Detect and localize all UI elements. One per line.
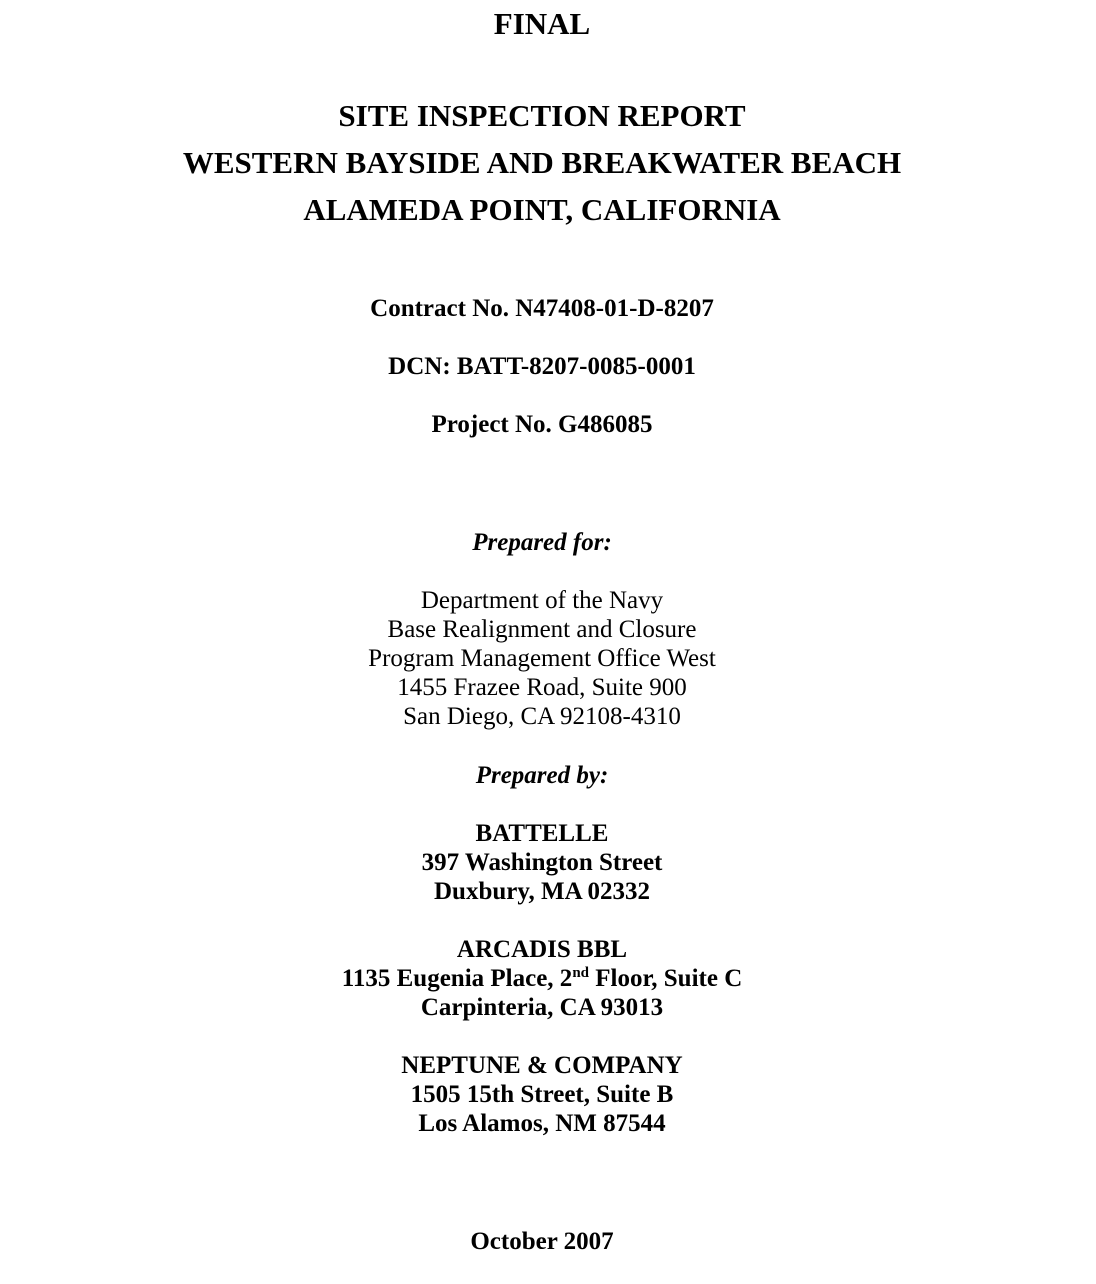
report-date: October 2007 xyxy=(470,1228,614,1255)
battelle-name: BATTELLE xyxy=(475,820,609,847)
report-title-line-3: ALAMEDA POINT, CALIFORNIA xyxy=(303,192,781,227)
dcn-number: DCN: BATT-8207-0085-0001 xyxy=(388,353,696,380)
project-number: Project No. G486085 xyxy=(431,411,653,438)
neptune-address-line-1: 1505 15th Street, Suite B xyxy=(410,1081,674,1108)
arcadis-name: ARCADIS BBL xyxy=(456,936,628,963)
prepared-by-heading: Prepared by: xyxy=(475,762,609,789)
arcadis-address-line-2: Carpinteria, CA 93013 xyxy=(420,994,664,1021)
prepared-for-heading: Prepared for: xyxy=(472,529,612,556)
neptune-name: NEPTUNE & COMPANY xyxy=(401,1052,683,1079)
prepared-for-line: Department of the Navy xyxy=(420,587,664,614)
document-status: FINAL xyxy=(493,6,591,41)
prepared-for-line: Base Realignment and Closure xyxy=(387,616,697,643)
arcadis-address-floor: Floor, Suite C xyxy=(589,965,743,992)
prepared-for-line: 1455 Frazee Road, Suite 900 xyxy=(397,674,687,701)
arcadis-address-street: 1135 Eugenia Place, 2 xyxy=(341,965,573,992)
prepared-for-line: San Diego, CA 92108-4310 xyxy=(403,703,681,730)
battelle-address-line-2: Duxbury, MA 02332 xyxy=(433,878,650,905)
neptune-address-line-2: Los Alamos, NM 87544 xyxy=(418,1110,666,1137)
contract-number: Contract No. N47408-01-D-8207 xyxy=(370,295,714,322)
report-title-line-1: SITE INSPECTION REPORT xyxy=(338,98,746,133)
report-title-line-2: WESTERN BAYSIDE AND BREAKWATER BEACH xyxy=(182,145,902,180)
battelle-address-line-1: 397 Washington Street xyxy=(421,849,663,876)
prepared-for-line: Program Management Office West xyxy=(368,645,716,672)
arcadis-address-line-1 xyxy=(0,965,1084,993)
ordinal-suffix: nd xyxy=(572,965,589,981)
